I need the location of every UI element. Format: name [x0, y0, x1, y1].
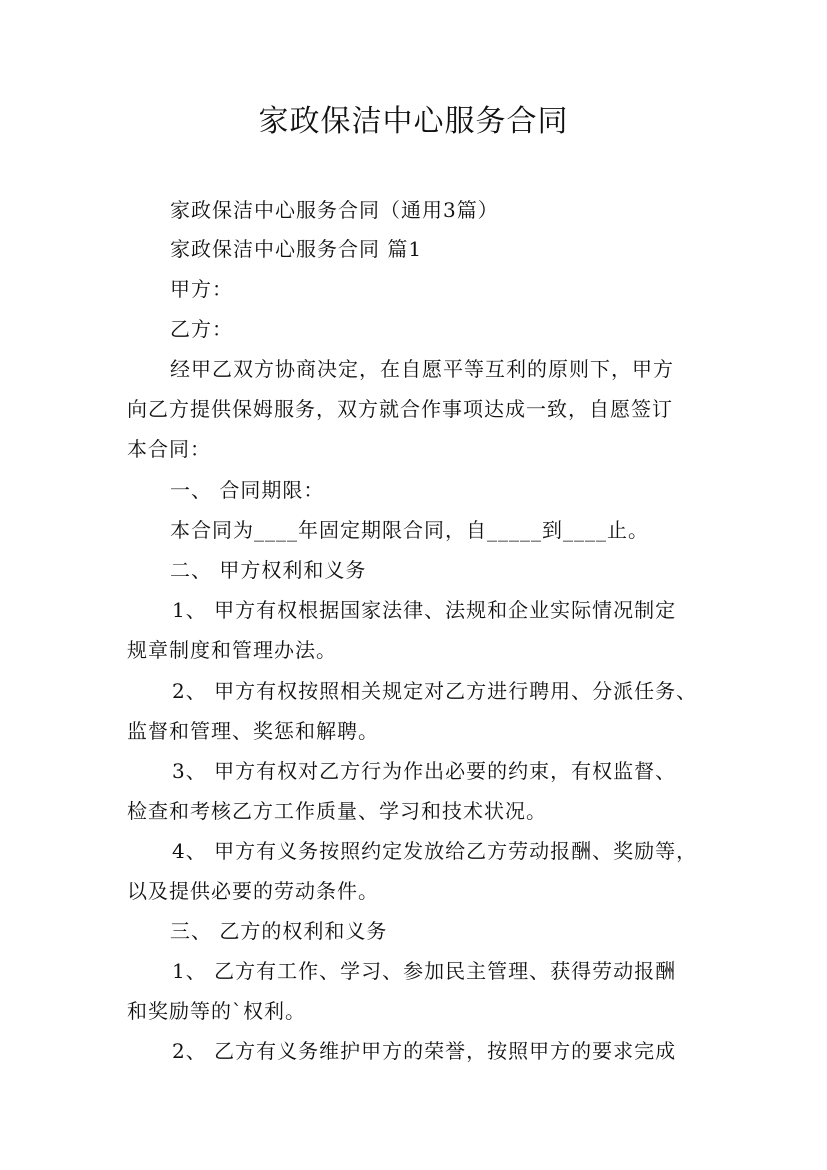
clause-item-line: 2、 乙方有义务维护甲方的荣誉，按照甲方的要求完成 [172, 1039, 677, 1063]
clause-item-continuation-line: 和奖励等的`权利。 [127, 999, 306, 1023]
clause-item-line: 1、 乙方有工作、学习、参加民主管理、获得劳动报酬 [172, 959, 677, 983]
clause-item-continuation-line: 监督和管理、奖惩和解聘。 [127, 719, 379, 743]
paragraph-line: 向乙方提供保姆服务，双方就合作事项达成一致，自愿签订 [127, 397, 673, 421]
clause-heading-line: 三、 乙方的权利和义务 [170, 919, 388, 943]
party-a-line: 甲方： [170, 277, 233, 301]
clause-item-line: 4、 甲方有义务按照约定发放给乙方劳动报酬、奖励等， [172, 839, 698, 863]
clause-item-line: 3、 甲方有权对乙方行为作出必要的约束，有权监督、 [172, 759, 677, 783]
clause-heading-line: 二、 甲方权利和义务 [170, 558, 367, 582]
clause-item-line: 1、 甲方有权根据国家法律、法规和企业实际情况制定 [172, 598, 677, 622]
document-title: 家政保洁中心服务合同 [258, 104, 569, 139]
clause-item-continuation-line: 检查和考核乙方工作质量、学习和技术状况。 [127, 799, 547, 823]
clause-heading-line: 一、 合同期限： [170, 478, 325, 502]
party-b-line: 乙方： [170, 317, 233, 341]
clause-item-continuation-line: 规章制度和管理办法。 [127, 638, 337, 662]
clause-item-line: 2、 甲方有权按照相关规定对乙方进行聘用、分派任务、 [172, 679, 698, 703]
clause-item-continuation-line: 以及提供必要的劳动条件。 [127, 879, 379, 903]
paragraph-line: 本合同： [127, 437, 211, 461]
paragraph-line: 经甲乙双方协商决定，在自愿平等互利的原则下，甲方 [170, 357, 674, 381]
section-heading-line: 家政保洁中心服务合同 篇1 [170, 237, 423, 261]
contract-term-line: 本合同为____年固定期限合同，自_____到____止。 [170, 518, 649, 542]
subtitle-line: 家政保洁中心服务合同（通用3篇） [170, 198, 499, 222]
